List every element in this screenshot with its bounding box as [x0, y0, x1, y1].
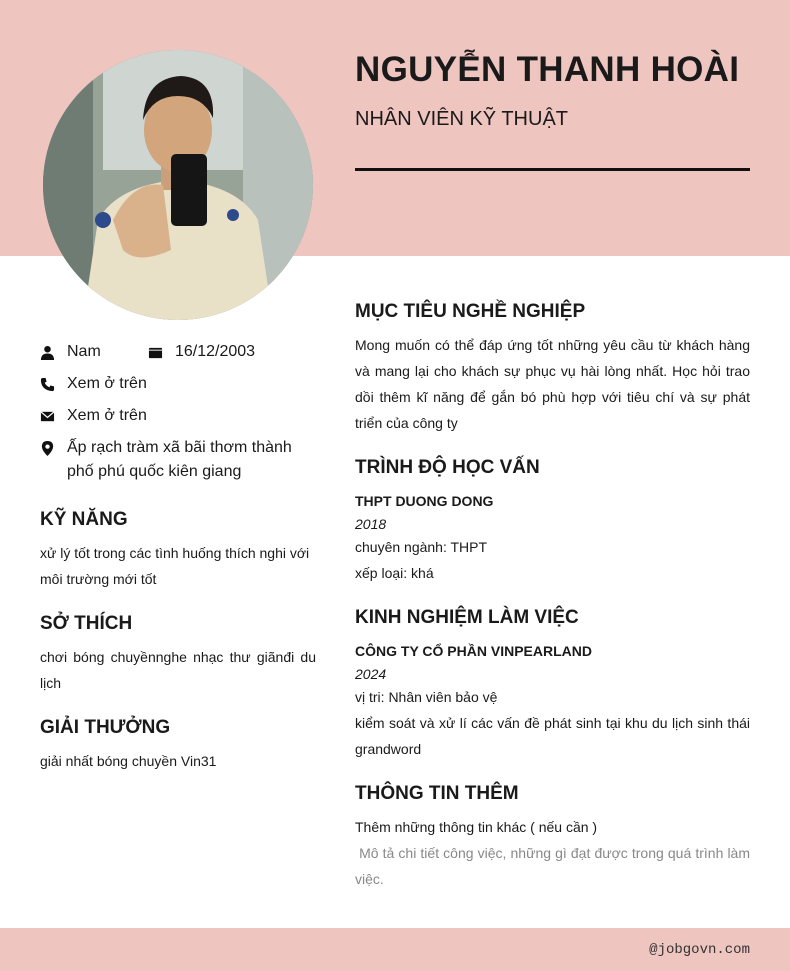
experience-position: vị tri: Nhân viên bảo vệ	[355, 689, 498, 705]
phone-icon	[40, 372, 67, 396]
experience-title: KINH NGHIỆM LÀM VIỆC	[355, 607, 579, 628]
address: Ấp rạch tràm xã bãi thơm thành phố phú quốc kiên giang	[67, 439, 292, 480]
right-column	[355, 300, 754, 912]
skills-text: xử lý tốt trong các tình huống thích nghi với môi trường mới tốt	[40, 545, 310, 587]
school-name: THPT DUONG DONG	[355, 493, 494, 509]
education-major: chuyên ngành: THPT	[355, 539, 488, 555]
skills-title: KỸ NĂNG	[40, 509, 128, 530]
phone: Xem ở trên	[67, 375, 147, 392]
experience-description: kiểm soát và xử lí các vấn đề phát sinh tại khu du lịch sinh thái grandword	[355, 715, 750, 757]
awards-text: giải nhất bóng chuyền Vin31	[40, 753, 217, 769]
gender: Nam	[67, 343, 101, 360]
objective-title: MỤC TIÊU NGHỀ NGHIỆP	[355, 301, 586, 322]
email: Xem ở trên	[67, 407, 147, 424]
location-icon	[40, 436, 67, 460]
profile-photo	[43, 50, 313, 320]
objective-text: Mong muốn có thể đáp ứng tốt những yêu cầu từ khách hàng và mang lại cho khách sự phục vụ hài lòng nhất. Học hỏi trao dồi thêm kĩ năng để gắn bó phù hợp với tiêu chí và sự phát triển của công ty	[355, 337, 750, 431]
experience-section	[355, 606, 750, 762]
title-divider	[355, 168, 750, 171]
awards-title: GIẢI THƯỞNG	[40, 717, 171, 738]
additional-text: Thêm những thông tin khác ( nếu cần )	[355, 819, 598, 835]
person-icon	[40, 340, 67, 364]
education-title: TRÌNH ĐỘ HỌC VẤN	[355, 457, 540, 478]
additional-title: THÔNG TIN THÊM	[355, 783, 519, 804]
left-column	[40, 340, 316, 774]
personal-row	[40, 340, 316, 364]
awards-section	[40, 716, 316, 774]
additional-section	[355, 782, 754, 892]
phone-row	[40, 372, 316, 396]
hobbies-section	[40, 612, 316, 696]
education-grade: xếp loại: khá	[355, 565, 434, 581]
birthday: 16/12/2003	[175, 343, 256, 360]
education-year: 2018	[355, 516, 387, 532]
objective-section	[355, 300, 750, 436]
job-title: NHÂN VIÊN KỸ THUẬT	[355, 108, 568, 130]
experience-year: 2024	[355, 666, 387, 682]
company-name: CÔNG TY CỔ PHẦN VINPEARLAND	[355, 643, 592, 659]
address-row	[40, 436, 316, 484]
hobbies-title: SỞ THÍCH	[40, 613, 133, 634]
hobbies-text: chơi bóng chuyềnnghe nhạc thư giãnđi du lịch	[40, 649, 316, 691]
mail-icon	[40, 404, 67, 428]
candidate-name: NGUYỄN THANH HOÀI	[355, 50, 740, 89]
skills-section	[40, 508, 316, 592]
calendar-icon	[148, 340, 175, 364]
additional-placeholder: Mô tả chi tiết công việc, những gì đạt được trong quá trình làm việc.	[355, 845, 754, 887]
email-row	[40, 404, 316, 428]
footer-brand: @jobgovn.com	[649, 942, 750, 958]
education-section	[355, 456, 750, 586]
